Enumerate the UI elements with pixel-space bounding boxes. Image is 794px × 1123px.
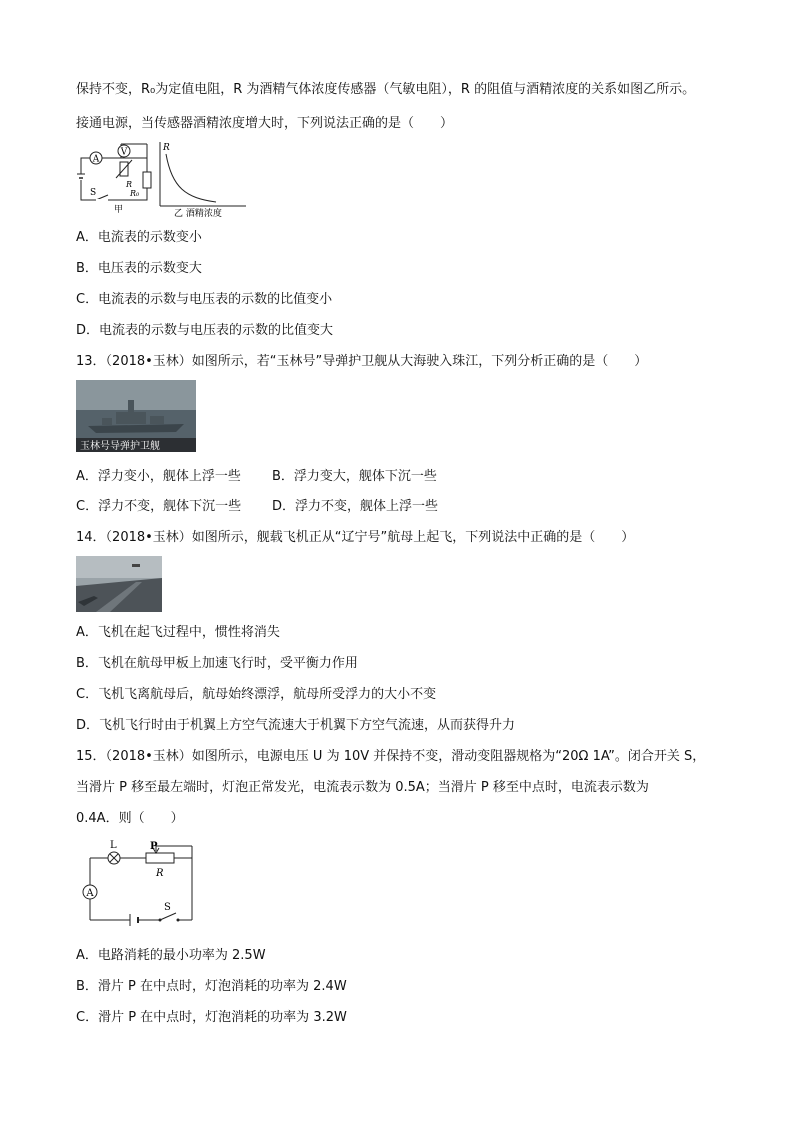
q14-stem: 14．（2018•玉林）如图所示，舰载飞机正从“辽宁号”航母上起飞，下列说法中正确的是（ ）: [76, 530, 635, 545]
q12-r-label: R: [126, 180, 133, 189]
q15-rheostat-label: R: [156, 868, 164, 879]
q15-switch-icon: [160, 913, 176, 920]
q12-graph-curve: [166, 154, 216, 202]
q13-option-d: D．浮力不变，舰体上浮一些: [272, 499, 439, 514]
q12-ammeter-label: A: [92, 154, 100, 165]
q13-option-b: B．浮力变大，舰体下沉一些: [272, 469, 437, 484]
q14-carrier-photo: [76, 556, 162, 612]
q12-stem-line2: 接通电源，当传感器酒精浓度增大时，下列说法正确的是（ ）: [76, 116, 454, 131]
q12-option-d: D．电流表的示数与电压表的示数的比值变大: [76, 323, 334, 338]
q13-stem: 13．（2018•玉林）如图所示，若“玉林号”导弹护卫舰从大海驶入珠江，下列分析正确的是（ ）: [76, 354, 648, 369]
q12-fig-jia-label: 甲: [114, 205, 124, 215]
q12-option-b: B．电压表的示数变大: [76, 261, 202, 276]
q15-stem-line2: 当滑片 P 移至最左端时，灯泡正常发光，电流表示数为 0.5A；当滑片 P 移至中点时，电流表示数为: [76, 780, 649, 795]
q12-graph-axes: [160, 142, 246, 206]
q12-option-c: C．电流表的示数与电压表的示数的比值变小: [76, 292, 333, 307]
q15-rheostat: [146, 853, 174, 863]
q15-ammeter-label: A: [86, 888, 94, 899]
q15-switch-label: S: [164, 902, 171, 913]
q15-option-c: C．滑片 P 在中点时，灯泡消耗的功率为 3.2W: [76, 1010, 347, 1025]
q15-option-a: A．电路消耗的最小功率为 2.5W: [76, 948, 266, 963]
q12-graph-y-label: R: [163, 143, 170, 153]
q12-stem-line1: 保持不变，R₀为定值电阻，R 为酒精气体浓度传感器（气敏电阻），R 的阻值与酒精浓度的关系如图乙所示。: [76, 82, 696, 97]
q13-photo-caption: 玉林号导弹护卫舰: [80, 441, 160, 452]
q12-graph-caption: 乙 酒精浓度: [174, 209, 222, 219]
q12-r0-label: R₀: [130, 189, 140, 198]
q12-circuit-figure: [76, 140, 252, 220]
q13-option-c: C．浮力不变，舰体下沉一些: [76, 499, 242, 514]
q15-option-b: B．滑片 P 在中点时，灯泡消耗的功率为 2.4W: [76, 979, 347, 994]
q14-option-b: B．飞机在航母甲板上加速飞行时，受平衡力作用: [76, 656, 358, 671]
q15-stem-line1: 15．（2018•玉林）如图所示，电源电压 U 为 10V 并保持不变，滑动变阻器规格为“20Ω 1A”。闭合开关 S，: [76, 749, 706, 764]
q14-option-c: C．飞机飞离航母后，航母始终漂浮，航母所受浮力的大小不变: [76, 687, 437, 702]
q15-slider-label: P: [150, 841, 158, 852]
q15-stem-line3: 0.4A．则（ ）: [76, 811, 184, 826]
q15-lamp-label: L: [110, 840, 117, 851]
q13-option-a: A．浮力变小，舰体上浮一些: [76, 469, 241, 484]
q14-option-d: D．飞机飞行时由于机翼上方空气流速大于机翼下方空气流速，从而获得升力: [76, 718, 516, 733]
q12-r0-resistor: [143, 172, 151, 188]
q12-option-a: A．电流表的示数变小: [76, 230, 202, 245]
q14-option-a: A．飞机在起飞过程中，惯性将消失: [76, 625, 280, 640]
q15-circuit-figure: [76, 836, 200, 926]
q13-frigate-photo: [76, 380, 196, 452]
q12-switch-label: S: [90, 188, 97, 198]
q12-voltmeter-label: V: [120, 147, 128, 158]
